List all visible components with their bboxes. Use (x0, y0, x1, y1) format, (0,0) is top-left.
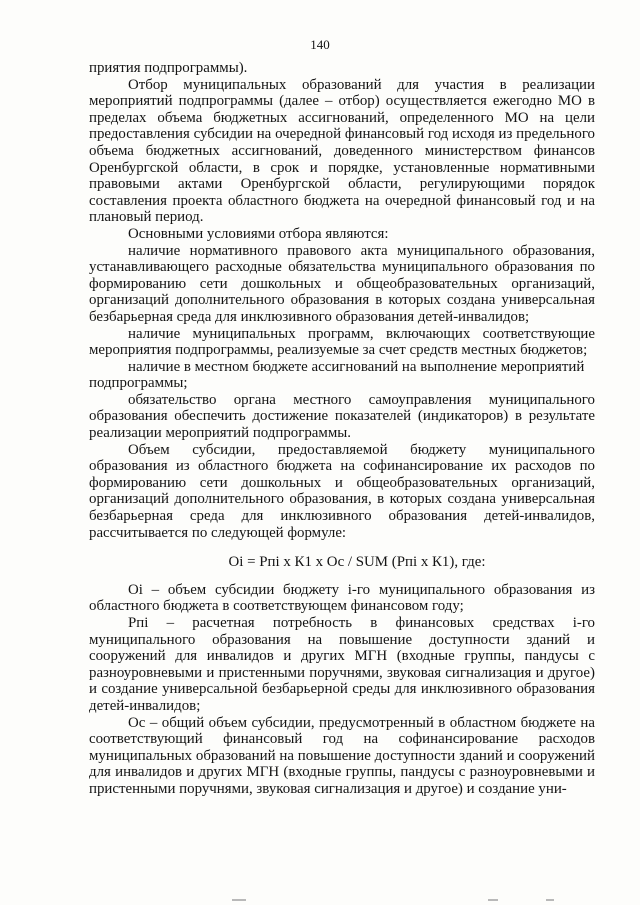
paragraph-conditions-heading: Основными условиями отбора являются: (128, 225, 389, 242)
paragraph-def-os: Ос – общий объем субсидии, предусмотренный в областном бюджете на соответствующий финансовый год на софинансирование расходов муниципальных образований на повышение доступности зданий и сооружений для инвалидов и других МГН (входные группы, пандусы с разноуровневыми и пристенными поручнями, звуковая сигнализация и другое) и создание уни- (89, 714, 595, 797)
paragraph-condition-budget: наличие в местном бюджете ассигнований на выполнение мероприятий подпрограммы; (89, 358, 585, 392)
paragraph-selection-procedure: Отбор муниципальных образований для участия в реализации мероприятий подпрограммы (далее – отбор) осуществляется ежегодно МО в пределах объема бюджетных ассигнований, определенного МО на цели предоставления субсидии на очередной финансовый год исходя из предельного объема бюджетных ассигнований, доведенного министерством финансов Оренбургской области, в срок и порядке, установленные нормативными правовыми актами Оренбургской области, регулирующими порядок составления проекта областного бюджета на очередной финансовый год и на плановый период. (89, 76, 595, 226)
paragraph-condition-programs: наличие муниципальных программ, включающих соответствующие мероприятия подпрограммы, реализуемые за счет средств местных бюджетов; (89, 325, 595, 359)
page-number: 140 (310, 37, 330, 52)
paragraph-def-oi: Оi – объем субсидии бюджету i-го муниципального образования из областного бюджета в соответствующем финансовом году; (89, 581, 595, 615)
paragraph-def-rpi: Рпi – расчетная потребность в финансовых средствах i-го муниципального образования на повышение доступности зданий и сооружений для инвалидов и других МГН (входные группы, пандусы с разноуровневыми и пристенными поручнями, звуковая сигнализация и другое) и создание универсальной безбарьерной среды для инклюзивного образования детей-инвалидов; (89, 615, 595, 714)
scan-edge-marks (0, 893, 640, 905)
body-text (89, 60, 595, 798)
paragraph-condition-obligation: обязательство органа местного самоуправления муниципального образования обеспечить достижение показателей (индикаторов) в результате реализации мероприятий подпрограммы. (89, 391, 595, 442)
formula: Оi = Рпi х К1 х Ос / SUM (Рпi х К1), где: (228, 554, 486, 571)
paragraph-subsidy-volume: Объем субсидии, предоставляемой бюджету муниципального образования из областного бюджета на софинансирование их расходов по формированию сети дошкольных и общеобразовательных организаций, организаций дополнительного образования, в которых создана универсальная безбарьерная среда для инклюзивного образования детей-инвалидов, рассчитывается по следующей формуле: (89, 441, 595, 541)
paragraph-condition-legal-act: наличие нормативного правового акта муниципального образования, устанавливающего расходные обязательства муниципального образования по формированию сети дошкольных и общеобразовательных организаций, организаций дополнительного образования в которых создана универсальная безбарьерная среда для инклюзивного образования детей-инвалидов; (89, 242, 595, 325)
paragraph-continuation: приятия подпрограммы). (89, 60, 248, 76)
